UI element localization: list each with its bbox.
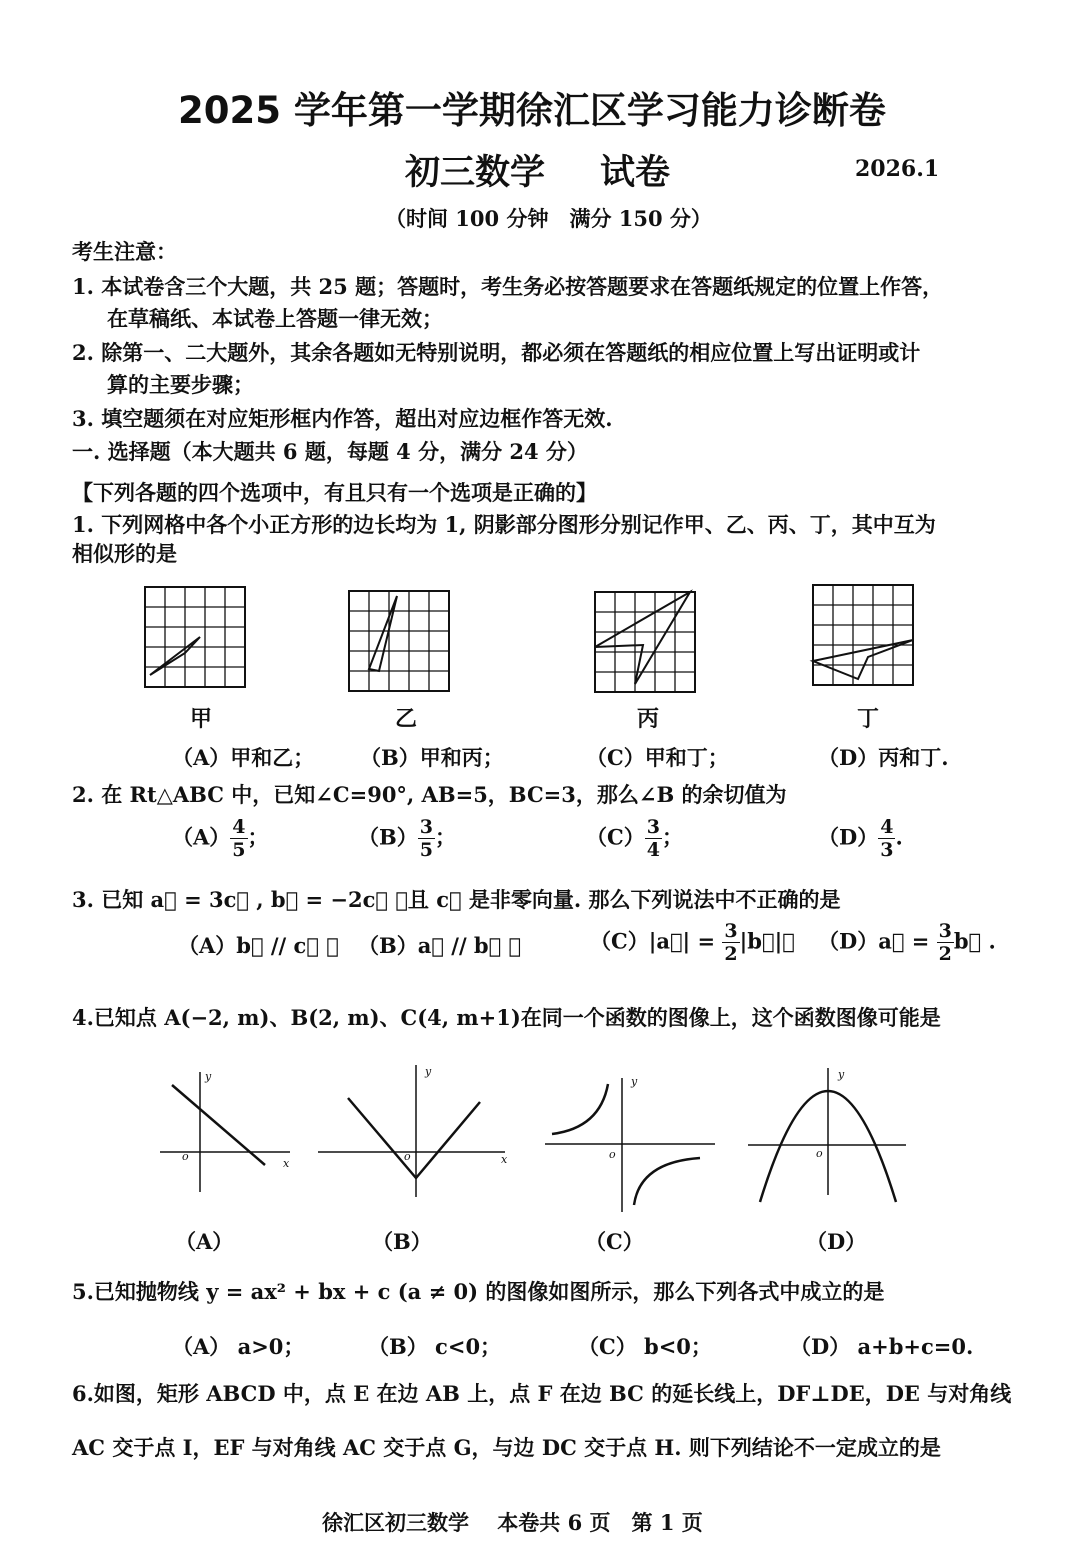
exam-title: 2025 学年第一学期徐汇区学习能力诊断卷	[178, 89, 886, 132]
q5-option-b: （B） c<0；	[368, 1334, 502, 1359]
notice-item-2-cont: 算的主要步骤；	[107, 372, 254, 397]
notice-item-2: 2. 除第一、二大题外，其余各题如无特别说明，都必须在答题纸的相应位置上写出证明或计	[72, 340, 921, 365]
graph-a-y: y	[205, 1070, 212, 1083]
q5-option-c: （C） b<0；	[578, 1334, 712, 1359]
section1-instruction: 【下列各题的四个选项中，有且只有一个选项是正确的】	[72, 480, 597, 505]
graph-c	[545, 1078, 715, 1212]
page-footer: 徐汇区初三数学 本卷共 6 页 第 1 页	[322, 1510, 703, 1535]
q3-option-d: （D）a⃗ = $\frac{3}{2}$ b⃗ .	[818, 920, 996, 965]
graph-b-y: y	[425, 1065, 432, 1078]
paper-title: 试卷	[600, 153, 671, 193]
graph-d-origin: o	[816, 1147, 823, 1160]
q5-option-a: （A） a>0；	[172, 1334, 305, 1359]
notice-item-1: 1. 本试卷含三个大题，共 25 题；答题时，考生务必按答题要求在答题纸规定的位置上作答，	[72, 274, 944, 299]
q1-option-b: （B）甲和丙；	[360, 745, 504, 770]
q4-label-d: （D）	[806, 1229, 867, 1254]
grid-label-ding: 丁	[857, 706, 880, 732]
q5-option-d: （D） a+b+c=0.	[790, 1334, 974, 1359]
q1-stem-line1: 1. 下列网格中各个小正方形的边长均为 1, 阴影部分图形分别记作甲、乙、丙、丁，其中互为	[72, 512, 936, 537]
q4-stem: 4.已知点 A(−2, m)、B(2, m)、C(4, m+1)在同一个函数的图像上，这个函数图像可能是	[72, 1005, 941, 1030]
graph-b	[318, 1065, 505, 1197]
graph-a-origin: o	[182, 1150, 189, 1163]
graph-a	[160, 1072, 290, 1192]
q6-stem-line1: 6.如图，矩形 ABCD 中，点 E 在边 AB 上，点 F 在边 BC 的延长线上，DF⊥DE，DE 与对角线	[72, 1381, 1012, 1406]
notice-item-1-cont: 在草稿纸、本试卷上答题一律无效；	[107, 306, 443, 331]
q2-option-b: （B） $\frac{3}{5}$ ；	[358, 816, 456, 861]
grid-label-yi: 乙	[395, 706, 418, 732]
q3-option-a: （A）b⃗ // c⃗ ；	[178, 933, 339, 958]
graph-a-x: x	[283, 1157, 290, 1170]
graph-c-origin: o	[609, 1148, 616, 1161]
q3-option-b: （B）a⃗ // b⃗ ；	[358, 933, 522, 958]
notice-item-3: 3. 填空题须在对应矩形框内作答，超出对应边框作答无效.	[72, 406, 613, 431]
q2-option-d: （D） $\frac{4}{3}$ .	[818, 816, 903, 861]
q2-stem: 2. 在 Rt△ABC 中，已知∠C=90°, AB=5，BC=3，那么∠B 的余切值为	[72, 782, 787, 807]
q6-stem-line2: AC 交于点 I，EF 与对角线 AC 交于点 G，与边 DC 交于点 H. 则下列结论不一定成立的是	[72, 1435, 941, 1460]
q4-label-b: （B）	[372, 1229, 432, 1254]
q1-option-a: （A）甲和乙；	[172, 745, 315, 770]
time-score: （时间 100 分钟 满分 150 分）	[385, 206, 712, 231]
q2-option-c: （C） $\frac{3}{4}$ ；	[586, 816, 683, 861]
q1-option-c: （C）甲和丁；	[586, 745, 729, 770]
q3-option-c: （C）|a⃗| = $\frac{3}{2}$ |b⃗|；	[590, 920, 795, 965]
graph-b-origin: o	[404, 1150, 411, 1163]
q1-option-d: （D）丙和丁.	[818, 745, 949, 770]
graph-c-y: y	[631, 1075, 638, 1088]
q5-stem: 5.已知抛物线 y = ax² + bx + c (a ≠ 0) 的图像如图所示，那么下列各式中成立的是	[72, 1279, 885, 1304]
q3-stem: 3. 已知 a⃗ = 3c⃗ , b⃗ = −2c⃗ ，且 c⃗ 是非零向量. 那么下列说法中不正确的是	[72, 887, 841, 912]
graph-b-x: x	[501, 1153, 508, 1166]
graph-d	[748, 1068, 906, 1202]
section1-heading: 一. 选择题（本大题共 6 题，每题 4 分，满分 24 分）	[72, 439, 588, 464]
graph-d-y: y	[838, 1068, 845, 1081]
q4-label-a: （A）	[175, 1229, 234, 1254]
q4-label-c: （C）	[585, 1229, 644, 1254]
q2-option-a: （A） $\frac{4}{5}$ ；	[172, 816, 269, 861]
grid-label-bing: 丙	[637, 706, 660, 732]
subject-title: 初三数学	[405, 153, 546, 193]
q1-stem-line2: 相似形的是	[72, 541, 177, 566]
grid-label-jia: 甲	[190, 706, 213, 732]
exam-date: 2026.1	[855, 156, 940, 182]
notice-heading: 考生注意：	[72, 239, 177, 264]
